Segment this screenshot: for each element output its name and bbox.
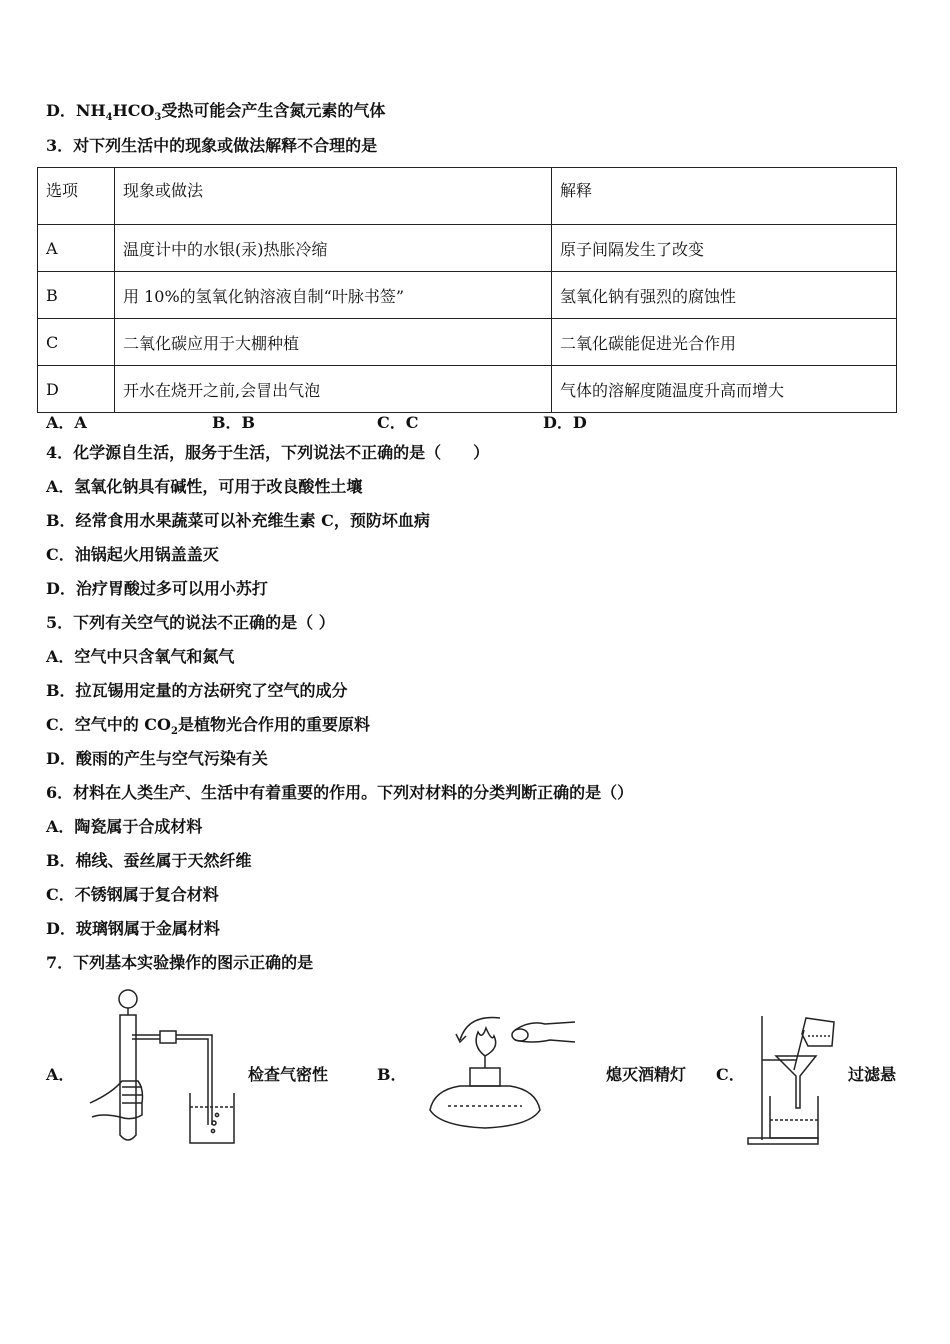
table-cell: 氢氧化钠有强烈的腐蚀性 bbox=[552, 272, 897, 319]
q6-option-b: B．棉线、蚕丝属于天然纤维 bbox=[46, 851, 252, 870]
table-row bbox=[38, 319, 897, 366]
table-cell: 用 10%的氢氧化钠溶液自制“叶脉书签” bbox=[115, 272, 552, 319]
table-cell: 原子间隔发生了改变 bbox=[552, 225, 897, 272]
q6-option-c: C．不锈钢属于复合材料 bbox=[46, 885, 219, 904]
q5-option-c: C．空气中的 $CO_2$是植物光合作用的重要原料 bbox=[46, 715, 370, 738]
q5-option-a: A．空气中只含氧气和氮气 bbox=[46, 647, 235, 666]
q2-option-d: D．$NH_4HCO_3$受热可能会产生含氮元素的气体 bbox=[46, 101, 386, 124]
q5-stem: 5．下列有关空气的说法不正确的是（ ） bbox=[46, 613, 335, 632]
q4-stem: 4．化学源自生活，服务于生活，下列说法不正确的是（ ） bbox=[46, 443, 490, 462]
table-cell: 温度计中的水银(汞)热胀冷缩 bbox=[115, 225, 552, 272]
header-cell: 选项 bbox=[38, 168, 115, 225]
header-cell: 现象或做法 bbox=[115, 168, 552, 225]
table-row bbox=[38, 225, 897, 272]
q3-stem: 3．对下列生活中的现象或做法解释不合理的是 bbox=[46, 136, 378, 155]
alcohol-lamp-figure bbox=[420, 1010, 580, 1140]
q3-table bbox=[37, 167, 897, 413]
fig-c-letter: C． bbox=[716, 1065, 745, 1084]
q4-option-a: A．氢氧化钠具有碱性，可用于改良酸性土壤 bbox=[46, 477, 363, 496]
choice-d: D．D bbox=[543, 413, 587, 432]
table-cell: C bbox=[38, 319, 115, 366]
fig-b-caption: 熄灭酒精灯 bbox=[606, 1065, 687, 1084]
table-cell: B bbox=[38, 272, 115, 319]
fig-c-caption: 过滤悬 bbox=[848, 1065, 897, 1084]
q6-option-d: D．玻璃钢属于金属材料 bbox=[46, 919, 220, 938]
header-cell: 解释 bbox=[552, 168, 897, 225]
table-cell: 开水在烧开之前,会冒出气泡 bbox=[115, 366, 552, 413]
choice-a: A．A bbox=[46, 413, 87, 432]
table-row bbox=[38, 366, 897, 413]
table-row bbox=[38, 272, 897, 319]
q4-option-b: B．经常食用水果蔬菜可以补充维生素 C，预防坏血病 bbox=[46, 511, 430, 530]
table-cell: D bbox=[38, 366, 115, 413]
table-cell: A bbox=[38, 225, 115, 272]
q6-stem: 6．材料在人类生产、生活中有着重要的作用。下列对材料的分类判断正确的是（） bbox=[46, 783, 634, 802]
q5-option-d: D．酸雨的产生与空气污染有关 bbox=[46, 749, 268, 768]
table-cell: 二氧化碳应用于大棚种植 bbox=[115, 319, 552, 366]
choice-b: B．B bbox=[212, 413, 256, 432]
fig-b-letter: B． bbox=[377, 1065, 407, 1084]
fig-a-letter: A． bbox=[46, 1065, 75, 1084]
fig-a-caption: 检查气密性 bbox=[248, 1065, 329, 1084]
q6-option-a: A．陶瓷属于合成材料 bbox=[46, 817, 203, 836]
table-cell: 气体的溶解度随温度升高而增大 bbox=[552, 366, 897, 413]
q5-option-b: B．拉瓦锡用定量的方法研究了空气的成分 bbox=[46, 681, 348, 700]
q4-option-d: D．治疗胃酸过多可以用小苏打 bbox=[46, 579, 268, 598]
choice-c: C．C bbox=[377, 413, 419, 432]
q7-stem: 7．下列基本实验操作的图示正确的是 bbox=[46, 953, 314, 972]
q4-option-c: C．油锅起火用锅盖盖灭 bbox=[46, 545, 219, 564]
airtightness-check-figure bbox=[72, 985, 242, 1150]
filtration-figure bbox=[744, 1012, 840, 1147]
table-header-row bbox=[38, 168, 897, 225]
table-cell: 二氧化碳能促进光合作用 bbox=[552, 319, 897, 366]
